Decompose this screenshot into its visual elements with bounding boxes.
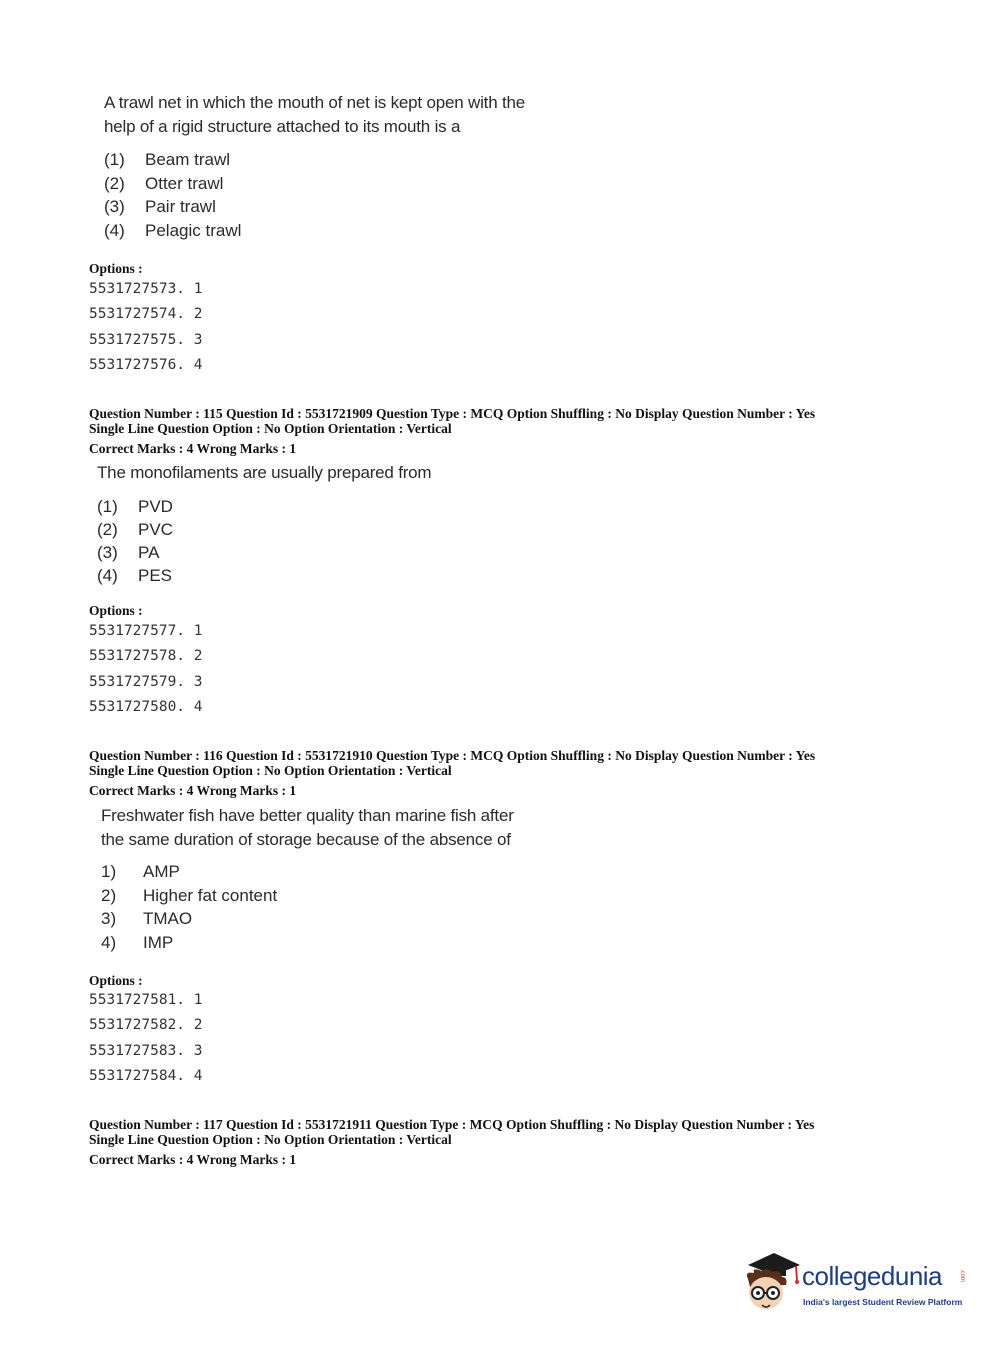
options-label: Options : (89, 261, 143, 276)
option-id: 5531727583. 3 (89, 1042, 203, 1059)
choice-item (97, 518, 173, 541)
question-text-line: the same duration of storage because of the absence of (101, 830, 511, 849)
question-text-line: A trawl net in which the mouth of net is kept open with the (104, 93, 526, 112)
question-text (101, 804, 514, 852)
brand-name: collegedunia (802, 1261, 943, 1291)
option-id: 5531727580. 4 (89, 698, 203, 715)
choice-item (97, 541, 173, 564)
choice-text: Higher fat content (143, 885, 278, 905)
question-meta (89, 748, 815, 798)
choice-text: PVD (138, 497, 173, 516)
choice-text: Pelagic trawl (145, 220, 242, 240)
choice-item (104, 195, 241, 219)
choice-item (101, 907, 277, 931)
choice-number: 3) (101, 909, 117, 928)
choice-number: (3) (104, 197, 125, 216)
choice-number: (1) (97, 497, 118, 516)
choice-item (101, 884, 277, 908)
mascot-icon (740, 1247, 802, 1319)
choice-text: Pair trawl (145, 197, 216, 216)
option-id: 5531727573. 1 (89, 281, 203, 297)
question-meta (89, 1117, 814, 1167)
choice-item (101, 931, 277, 955)
choice-text: Beam trawl (145, 150, 231, 169)
collegedunia-logo[interactable] (740, 1247, 970, 1322)
marks-line: Correct Marks : 4 Wrong Marks : 1 (89, 441, 297, 456)
choice-item (97, 495, 173, 518)
choice-text: IMP (143, 932, 174, 952)
choice-number: (2) (104, 173, 125, 193)
choice-number: (3) (97, 543, 118, 562)
choice-text: Otter trawl (145, 173, 224, 193)
question-text-line: Freshwater fish have better quality than marine fish after (101, 806, 514, 825)
option-id: 5531727575. 3 (89, 331, 203, 348)
question-meta-line: Question Number : 116 Question Id : 5531721910 Question Type : MCQ Option Shuffling : No Display Question Number : Yes (89, 748, 816, 763)
question-meta-line: Single Line Question Option : No Option Orientation : Vertical (89, 1132, 452, 1147)
brand-domain: .com (959, 1269, 965, 1283)
option-id: 5531727574. 2 (89, 306, 203, 323)
choice-text: AMP (143, 862, 180, 881)
choice-list (101, 860, 277, 954)
choice-item (101, 860, 277, 884)
option-id: 5531727584. 4 (89, 1067, 203, 1084)
brand-tagline: India's largest Student Review Platform (803, 1297, 963, 1307)
choice-item (104, 219, 241, 243)
choice-number: (4) (97, 566, 118, 585)
choice-text: PES (138, 566, 173, 585)
question-meta-line: Single Line Question Option : No Option Orientation : Vertical (89, 763, 452, 778)
choice-number: 4) (101, 932, 117, 952)
option-id: 5531727577. 1 (89, 623, 203, 639)
question-meta (89, 406, 815, 456)
question-text-line: help of a rigid structure attached to its mouth is a (104, 117, 461, 136)
choice-item (97, 564, 173, 587)
choice-number: 2) (101, 885, 117, 905)
choice-number: 1) (101, 862, 117, 881)
options-label: Options : (89, 973, 143, 988)
question-text (104, 91, 525, 139)
choice-list (97, 495, 173, 587)
question-meta-line: Question Number : 115 Question Id : 5531721909 Question Type : MCQ Option Shuffling : No Display Question Number : Yes (89, 406, 816, 421)
choice-item (104, 172, 241, 196)
choice-item (104, 148, 241, 172)
choice-text: PVC (138, 520, 173, 539)
choice-text: TMAO (143, 909, 193, 928)
option-id-list (89, 988, 203, 1089)
choice-list (104, 148, 241, 242)
option-id-list (89, 619, 203, 720)
marks-line: Correct Marks : 4 Wrong Marks : 1 (89, 783, 297, 798)
option-id: 5531727578. 2 (89, 648, 203, 665)
question-text-line: The monofilaments are usually prepared from (97, 463, 432, 482)
choice-number: (4) (104, 220, 125, 240)
question-meta-line: Single Line Question Option : No Option Orientation : Vertical (89, 421, 452, 436)
choice-number: (1) (104, 150, 125, 169)
option-id: 5531727579. 3 (89, 673, 203, 690)
question-text (97, 461, 431, 485)
option-id-list (89, 277, 203, 378)
option-id: 5531727581. 1 (89, 992, 203, 1008)
option-id: 5531727576. 4 (89, 356, 203, 373)
choice-number: (2) (97, 520, 118, 539)
choice-text: PA (138, 543, 160, 562)
options-label: Options : (89, 603, 143, 618)
question-meta-line: Question Number : 117 Question Id : 5531721911 Question Type : MCQ Option Shuffling : No Display Question Number : Yes (89, 1117, 815, 1132)
marks-line: Correct Marks : 4 Wrong Marks : 1 (89, 1152, 297, 1167)
option-id: 5531727582. 2 (89, 1017, 203, 1034)
